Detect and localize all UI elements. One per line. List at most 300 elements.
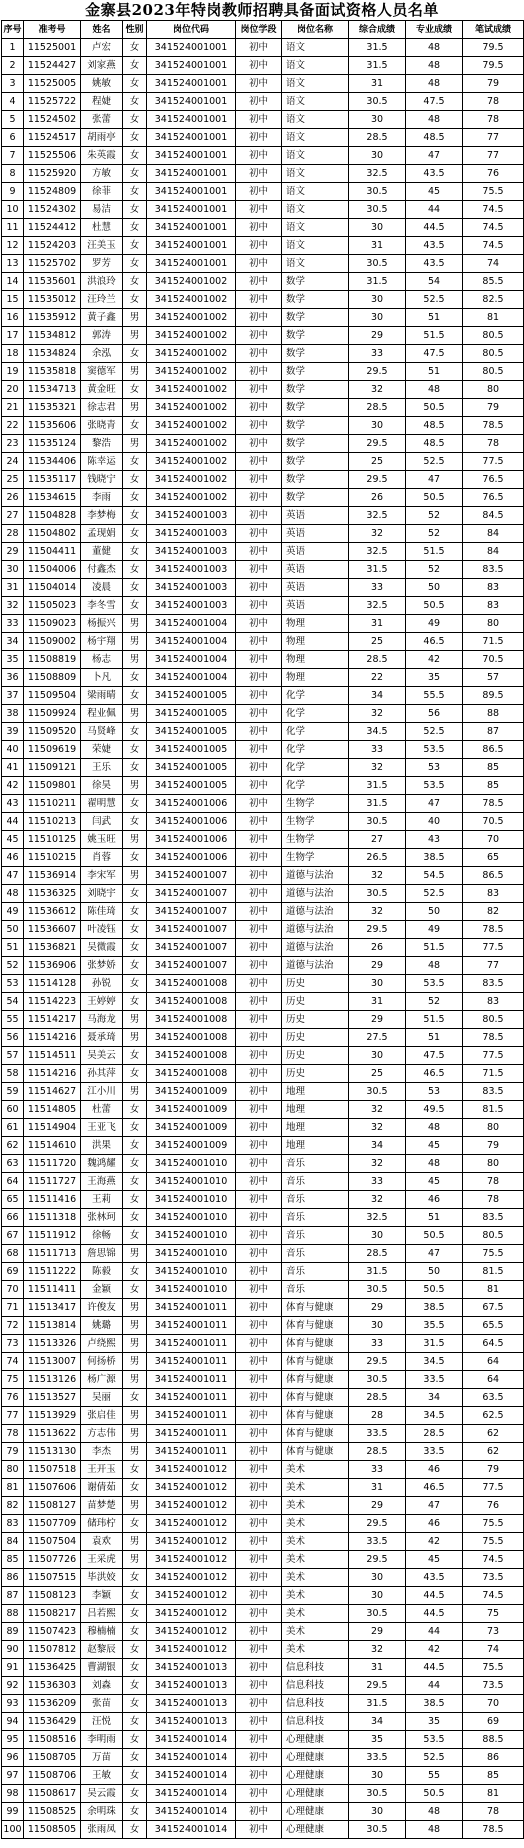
cell-post-code: 341524001012 — [147, 1515, 236, 1533]
cell-gender: 女 — [123, 957, 147, 975]
cell-index: 75 — [2, 1371, 24, 1389]
cell-gender: 女 — [123, 147, 147, 165]
cell-name: 詹思锦 — [81, 1245, 123, 1263]
cell-exam-number: 11524412 — [24, 219, 81, 237]
table-row — [2, 1515, 524, 1533]
cell-post-level: 初中 — [236, 651, 282, 669]
cell-post-level: 初中 — [236, 759, 282, 777]
cell-name: 王亚飞 — [81, 1119, 123, 1137]
table-row — [2, 1713, 524, 1731]
cell-name: 许俊友 — [81, 1299, 123, 1317]
cell-gender: 女 — [123, 1731, 147, 1749]
cell-general-score: 32 — [349, 525, 406, 543]
cell-post-code: 341524001009 — [147, 1119, 236, 1137]
cell-written-score: 75.5 — [463, 1515, 524, 1533]
cell-exam-number: 11513007 — [24, 1353, 81, 1371]
cell-name: 黄子鑫 — [81, 309, 123, 327]
table-row — [2, 1083, 524, 1101]
table-row — [2, 201, 524, 219]
cell-general-score: 32.5 — [349, 165, 406, 183]
cell-general-score: 30.5 — [349, 1821, 406, 1839]
cell-post-level: 初中 — [236, 1191, 282, 1209]
table-row — [2, 507, 524, 525]
cell-gender: 女 — [123, 921, 147, 939]
cell-general-score: 34.5 — [349, 723, 406, 741]
cell-general-score: 32 — [349, 1191, 406, 1209]
cell-index: 35 — [2, 651, 24, 669]
cell-index: 44 — [2, 813, 24, 831]
cell-post-code: 341524001002 — [147, 471, 236, 489]
cell-post-level: 初中 — [236, 1785, 282, 1803]
table-row — [2, 1803, 524, 1821]
table-row — [2, 345, 524, 363]
table-row — [2, 1065, 524, 1083]
cell-post-name: 语文 — [282, 57, 349, 75]
cell-exam-number: 11513130 — [24, 1443, 81, 1461]
cell-general-score: 29.5 — [349, 1515, 406, 1533]
cell-general-score: 33.5 — [349, 1425, 406, 1443]
cell-post-name: 数学 — [282, 417, 349, 435]
cell-post-code: 341524001001 — [147, 129, 236, 147]
cell-name: 王开玉 — [81, 1461, 123, 1479]
cell-written-score: 81 — [463, 309, 524, 327]
cell-subject-score: 50.5 — [406, 1785, 463, 1803]
cell-general-score: 29.5 — [349, 1353, 406, 1371]
cell-post-code: 341524001001 — [147, 93, 236, 111]
cell-name: 穆楠楠 — [81, 1623, 123, 1641]
cell-name: 刘森 — [81, 1677, 123, 1695]
cell-post-name: 数学 — [282, 363, 349, 381]
cell-post-name: 化学 — [282, 777, 349, 795]
cell-post-code: 341524001008 — [147, 1029, 236, 1047]
cell-index: 34 — [2, 633, 24, 651]
table-row — [2, 741, 524, 759]
cell-post-name: 美术 — [282, 1623, 349, 1641]
cell-index: 69 — [2, 1263, 24, 1281]
table-row — [2, 561, 524, 579]
cell-post-level: 初中 — [236, 1281, 282, 1299]
cell-written-score: 73.5 — [463, 1569, 524, 1587]
cell-gender: 女 — [123, 93, 147, 111]
cell-post-level: 初中 — [236, 813, 282, 831]
cell-post-name: 语文 — [282, 75, 349, 93]
cell-index: 88 — [2, 1605, 24, 1623]
cell-written-score: 76 — [463, 1497, 524, 1515]
cell-index: 41 — [2, 759, 24, 777]
cell-gender: 女 — [123, 1659, 147, 1677]
cell-exam-number: 11514805 — [24, 1101, 81, 1119]
cell-index: 24 — [2, 453, 24, 471]
cell-post-level: 初中 — [236, 1353, 282, 1371]
cell-subject-score: 51 — [406, 1029, 463, 1047]
table-row — [2, 597, 524, 615]
cell-name: 吴微霞 — [81, 939, 123, 957]
cell-general-score: 32 — [349, 705, 406, 723]
cell-index: 4 — [2, 93, 24, 111]
header-cell-general-score: 综合成绩 — [349, 21, 406, 39]
cell-post-code: 341524001002 — [147, 453, 236, 471]
table-row — [2, 183, 524, 201]
cell-written-score: 74.5 — [463, 1551, 524, 1569]
cell-post-code: 341524001007 — [147, 957, 236, 975]
cell-gender: 女 — [123, 993, 147, 1011]
cell-gender: 男 — [123, 1497, 147, 1515]
table-row — [2, 1605, 524, 1623]
cell-index: 23 — [2, 435, 24, 453]
cell-post-name: 体育与健康 — [282, 1353, 349, 1371]
cell-gender: 女 — [123, 1569, 147, 1587]
cell-exam-number: 11509002 — [24, 633, 81, 651]
cell-written-score: 81 — [463, 1785, 524, 1803]
table-row — [2, 1281, 524, 1299]
cell-name: 叶凌钰 — [81, 921, 123, 939]
cell-post-level: 初中 — [236, 273, 282, 291]
cell-exam-number: 11524517 — [24, 129, 81, 147]
cell-post-level: 初中 — [236, 1407, 282, 1425]
cell-post-level: 初中 — [236, 363, 282, 381]
cell-index: 1 — [2, 39, 24, 57]
cell-exam-number: 11507726 — [24, 1551, 81, 1569]
cell-post-level: 初中 — [236, 453, 282, 471]
cell-written-score: 64 — [463, 1353, 524, 1371]
cell-written-score: 83.5 — [463, 561, 524, 579]
cell-subject-score: 50.5 — [406, 1281, 463, 1299]
cell-post-code: 341524001008 — [147, 993, 236, 1011]
cell-subject-score: 50 — [406, 1263, 463, 1281]
cell-post-level: 初中 — [236, 1317, 282, 1335]
cell-general-score: 31.5 — [349, 273, 406, 291]
cell-post-code: 341524001002 — [147, 435, 236, 453]
cell-post-name: 化学 — [282, 687, 349, 705]
cell-post-name: 心理健康 — [282, 1767, 349, 1785]
cell-index: 52 — [2, 957, 24, 975]
cell-written-score: 77 — [463, 957, 524, 975]
cell-post-code: 341524001007 — [147, 939, 236, 957]
cell-written-score: 74.5 — [463, 201, 524, 219]
cell-gender: 女 — [123, 1461, 147, 1479]
cell-gender: 女 — [123, 183, 147, 201]
cell-exam-number: 11507606 — [24, 1479, 81, 1497]
cell-general-score: 32 — [349, 381, 406, 399]
cell-name: 毕洪姣 — [81, 1569, 123, 1587]
cell-gender: 女 — [123, 1515, 147, 1533]
cell-written-score: 78 — [463, 1173, 524, 1191]
cell-post-name: 音乐 — [282, 1263, 349, 1281]
cell-post-name: 语文 — [282, 201, 349, 219]
table-row — [2, 399, 524, 417]
cell-subject-score: 48 — [406, 111, 463, 129]
cell-name: 凌晨 — [81, 579, 123, 597]
cell-post-name: 历史 — [282, 975, 349, 993]
cell-subject-score: 48 — [406, 39, 463, 57]
cell-name: 卢绕熙 — [81, 1335, 123, 1353]
cell-post-level: 初中 — [236, 561, 282, 579]
cell-exam-number: 11536209 — [24, 1695, 81, 1713]
cell-gender: 男 — [123, 1533, 147, 1551]
table-row — [2, 831, 524, 849]
cell-post-code: 341524001007 — [147, 867, 236, 885]
cell-subject-score: 47.5 — [406, 1047, 463, 1065]
cell-index: 79 — [2, 1443, 24, 1461]
cell-gender: 女 — [123, 75, 147, 93]
cell-post-name: 语文 — [282, 219, 349, 237]
cell-subject-score: 48.5 — [406, 435, 463, 453]
table-row — [2, 435, 524, 453]
cell-post-level: 初中 — [236, 381, 282, 399]
cell-post-code: 341524001013 — [147, 1677, 236, 1695]
cell-index: 17 — [2, 327, 24, 345]
cell-exam-number: 11505023 — [24, 597, 81, 615]
cell-post-code: 341524001008 — [147, 1047, 236, 1065]
cell-exam-number: 11524427 — [24, 57, 81, 75]
cell-post-name: 体育与健康 — [282, 1317, 349, 1335]
cell-written-score: 77.5 — [463, 1479, 524, 1497]
cell-name: 刘家燕 — [81, 57, 123, 75]
cell-post-level: 初中 — [236, 1029, 282, 1047]
cell-gender: 女 — [123, 1191, 147, 1209]
cell-name: 何扬桥 — [81, 1353, 123, 1371]
cell-post-level: 初中 — [236, 975, 282, 993]
table-row — [2, 993, 524, 1011]
cell-post-level: 初中 — [236, 525, 282, 543]
cell-post-code: 341524001010 — [147, 1209, 236, 1227]
table-row — [2, 381, 524, 399]
cell-subject-score: 52 — [406, 507, 463, 525]
cell-general-score: 31.5 — [349, 39, 406, 57]
cell-post-level: 初中 — [236, 1155, 282, 1173]
table-row — [2, 633, 524, 651]
cell-post-name: 化学 — [282, 759, 349, 777]
header-cell-index: 序号 — [2, 21, 24, 39]
table-row — [2, 1623, 524, 1641]
cell-name: 曹湖银 — [81, 1659, 123, 1677]
cell-post-name: 历史 — [282, 1011, 349, 1029]
cell-index: 43 — [2, 795, 24, 813]
cell-exam-number: 11508706 — [24, 1767, 81, 1785]
cell-post-name: 音乐 — [282, 1155, 349, 1173]
cell-post-code: 341524001001 — [147, 165, 236, 183]
cell-gender: 男 — [123, 1551, 147, 1569]
cell-post-level: 初中 — [236, 1713, 282, 1731]
cell-written-score: 88 — [463, 705, 524, 723]
cell-written-score: 80.5 — [463, 1227, 524, 1245]
cell-general-score: 31.5 — [349, 561, 406, 579]
cell-subject-score: 49 — [406, 615, 463, 633]
cell-exam-number: 11524502 — [24, 111, 81, 129]
cell-name: 王敏 — [81, 1767, 123, 1785]
cell-index: 71 — [2, 1299, 24, 1317]
cell-post-code: 341524001003 — [147, 507, 236, 525]
cell-post-name: 历史 — [282, 1047, 349, 1065]
cell-subject-score: 47 — [406, 1497, 463, 1515]
cell-name: 王乐 — [81, 759, 123, 777]
cell-exam-number: 11509121 — [24, 759, 81, 777]
cell-exam-number: 11513527 — [24, 1389, 81, 1407]
cell-index: 93 — [2, 1695, 24, 1713]
cell-subject-score: 35 — [406, 669, 463, 687]
cell-post-level: 初中 — [236, 705, 282, 723]
cell-post-name: 心理健康 — [282, 1785, 349, 1803]
cell-gender: 男 — [123, 633, 147, 651]
cell-gender: 男 — [123, 1317, 147, 1335]
cell-subject-score: 47 — [406, 471, 463, 489]
cell-post-code: 341524001011 — [147, 1335, 236, 1353]
cell-gender: 男 — [123, 1371, 147, 1389]
cell-written-score: 74.5 — [463, 219, 524, 237]
cell-written-score: 80 — [463, 1119, 524, 1137]
cell-post-level: 初中 — [236, 597, 282, 615]
cell-written-score: 78 — [463, 93, 524, 111]
cell-name: 李颖 — [81, 1587, 123, 1605]
cell-general-score: 32 — [349, 903, 406, 921]
table-row — [2, 1551, 524, 1569]
cell-index: 55 — [2, 1011, 24, 1029]
cell-post-name: 化学 — [282, 741, 349, 759]
table-row — [2, 75, 524, 93]
cell-gender: 女 — [123, 1389, 147, 1407]
cell-written-score: 83.5 — [463, 975, 524, 993]
cell-post-name: 数学 — [282, 309, 349, 327]
cell-general-score: 30 — [349, 219, 406, 237]
cell-post-level: 初中 — [236, 1515, 282, 1533]
cell-written-score: 80.5 — [463, 327, 524, 345]
cell-index: 47 — [2, 867, 24, 885]
cell-post-code: 341524001002 — [147, 327, 236, 345]
cell-subject-score: 42 — [406, 1641, 463, 1659]
cell-gender: 女 — [123, 975, 147, 993]
cell-post-name: 物理 — [282, 633, 349, 651]
cell-index: 8 — [2, 165, 24, 183]
cell-gender: 女 — [123, 453, 147, 471]
cell-post-name: 地理 — [282, 1083, 349, 1101]
cell-general-score: 28.5 — [349, 399, 406, 417]
cell-post-name: 地理 — [282, 1119, 349, 1137]
cell-written-score: 75.5 — [463, 1533, 524, 1551]
cell-gender: 男 — [123, 1407, 147, 1425]
table-row — [2, 1749, 524, 1767]
cell-written-score: 81.5 — [463, 1263, 524, 1281]
cell-name: 苗梦楚 — [81, 1497, 123, 1515]
cell-index: 31 — [2, 579, 24, 597]
cell-post-code: 341524001005 — [147, 723, 236, 741]
table-row — [2, 417, 524, 435]
table-row — [2, 1263, 524, 1281]
cell-written-score: 69 — [463, 1713, 524, 1731]
cell-exam-number: 11508505 — [24, 1821, 81, 1839]
cell-post-code: 341524001001 — [147, 183, 236, 201]
cell-exam-number: 11510211 — [24, 795, 81, 813]
cell-name: 袁欢 — [81, 1533, 123, 1551]
cell-gender: 女 — [123, 1587, 147, 1605]
cell-post-level: 初中 — [236, 165, 282, 183]
cell-subject-score: 47.5 — [406, 93, 463, 111]
cell-post-code: 341524001013 — [147, 1659, 236, 1677]
cell-gender: 女 — [123, 1065, 147, 1083]
cell-post-level: 初中 — [236, 1389, 282, 1407]
cell-gender: 女 — [123, 1821, 147, 1839]
cell-general-score: 28 — [349, 1407, 406, 1425]
cell-subject-score: 46 — [406, 1461, 463, 1479]
cell-post-level: 初中 — [236, 1749, 282, 1767]
cell-name: 余泓 — [81, 345, 123, 363]
cell-post-name: 英语 — [282, 507, 349, 525]
cell-post-code: 341524001005 — [147, 705, 236, 723]
cell-gender: 女 — [123, 579, 147, 597]
cell-gender: 女 — [123, 1767, 147, 1785]
cell-post-level: 初中 — [236, 507, 282, 525]
cell-gender: 女 — [123, 525, 147, 543]
cell-name: 吕若熙 — [81, 1605, 123, 1623]
cell-index: 48 — [2, 885, 24, 903]
cell-exam-number: 11535606 — [24, 417, 81, 435]
cell-written-score: 74 — [463, 1641, 524, 1659]
cell-exam-number: 11513622 — [24, 1425, 81, 1443]
cell-post-level: 初中 — [236, 471, 282, 489]
cell-subject-score: 34.5 — [406, 1353, 463, 1371]
cell-written-score: 62 — [463, 1425, 524, 1443]
table-row — [2, 1533, 524, 1551]
cell-post-code: 341524001001 — [147, 75, 236, 93]
cell-post-name: 体育与健康 — [282, 1389, 349, 1407]
cell-post-level: 初中 — [236, 1119, 282, 1137]
cell-written-score: 85.5 — [463, 273, 524, 291]
cell-exam-number: 11524809 — [24, 183, 81, 201]
cell-exam-number: 11513814 — [24, 1317, 81, 1335]
cell-subject-score: 48 — [406, 1119, 463, 1137]
cell-post-code: 341524001008 — [147, 1011, 236, 1029]
cell-post-name: 心理健康 — [282, 1803, 349, 1821]
cell-post-name: 音乐 — [282, 1245, 349, 1263]
cell-subject-score: 44.5 — [406, 1659, 463, 1677]
cell-post-name: 音乐 — [282, 1227, 349, 1245]
header-cell-subject-score: 专业成绩 — [406, 21, 463, 39]
cell-gender: 女 — [123, 597, 147, 615]
cell-general-score: 33.5 — [349, 1749, 406, 1767]
cell-name: 王婷婷 — [81, 993, 123, 1011]
cell-post-code: 341524001014 — [147, 1731, 236, 1749]
cell-post-code: 341524001011 — [147, 1299, 236, 1317]
cell-subject-score: 50.5 — [406, 1227, 463, 1245]
table-row — [2, 1569, 524, 1587]
cell-post-name: 体育与健康 — [282, 1443, 349, 1461]
cell-post-level: 初中 — [236, 399, 282, 417]
cell-general-score: 30 — [349, 1317, 406, 1335]
cell-post-name: 化学 — [282, 723, 349, 741]
cell-general-score: 33.5 — [349, 1533, 406, 1551]
cell-index: 99 — [2, 1803, 24, 1821]
table-row — [2, 1155, 524, 1173]
cell-post-name: 语文 — [282, 111, 349, 129]
cell-gender: 女 — [123, 201, 147, 219]
cell-post-name: 心理健康 — [282, 1749, 349, 1767]
cell-post-name: 道德与法治 — [282, 885, 349, 903]
cell-gender: 女 — [123, 57, 147, 75]
cell-written-score: 77.5 — [463, 453, 524, 471]
cell-index: 6 — [2, 129, 24, 147]
cell-post-level: 初中 — [236, 867, 282, 885]
table-row — [2, 849, 524, 867]
cell-written-score: 83.5 — [463, 1083, 524, 1101]
cell-post-level: 初中 — [236, 201, 282, 219]
cell-general-score: 34 — [349, 1713, 406, 1731]
cell-subject-score: 50 — [406, 903, 463, 921]
cell-exam-number: 11511318 — [24, 1209, 81, 1227]
cell-post-code: 341524001009 — [147, 1101, 236, 1119]
cell-general-score: 32.5 — [349, 507, 406, 525]
cell-general-score: 29.5 — [349, 1551, 406, 1569]
cell-exam-number: 11534615 — [24, 489, 81, 507]
cell-subject-score: 44.5 — [406, 219, 463, 237]
